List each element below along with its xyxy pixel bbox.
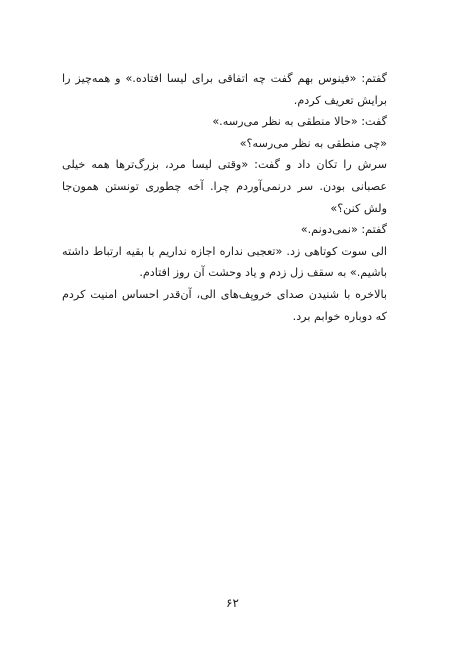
paragraph-1: گفتم: «فینوس بهم گفت چه اتفاقی برای لیسا افتاده.» و همه‌چیز را برایش تعریف کردم. (62, 72, 387, 107)
paragraph-7: بالاخره با شنیدن صدای خروپف‌های الی، آن‌قدر احساس امنیت کردم که دوباره خوابم برد. (62, 287, 387, 323)
page-number: ۶۲ (226, 596, 239, 610)
paragraph-5: گفتم: «نمی‌دونم.» (300, 223, 387, 237)
paragraph-4: سرش را تکان داد و گفت: «وقتی لیسا مرد، بزرگ‌ترها همه خیلی عصبانی بودن. سر درنمی‌آوردم چرا. آخه چطوری تونستن همون‌جا ولش کنن؟» (62, 158, 387, 215)
paragraph-2: گفت: «حالا منطقی به نظر می‌رسه.» (212, 115, 387, 129)
paragraph-3: «چی منطقی به نظر می‌رسه؟» (239, 136, 387, 150)
paragraph-6: الی سوت کوتاهی زد. «تعجبی نداره اجازه نداریم با بقیه ارتباط داشته باشیم.» به سقف زل زدم و یاد وحشت آن روز افتادم. (62, 244, 387, 280)
body-text (62, 68, 387, 327)
